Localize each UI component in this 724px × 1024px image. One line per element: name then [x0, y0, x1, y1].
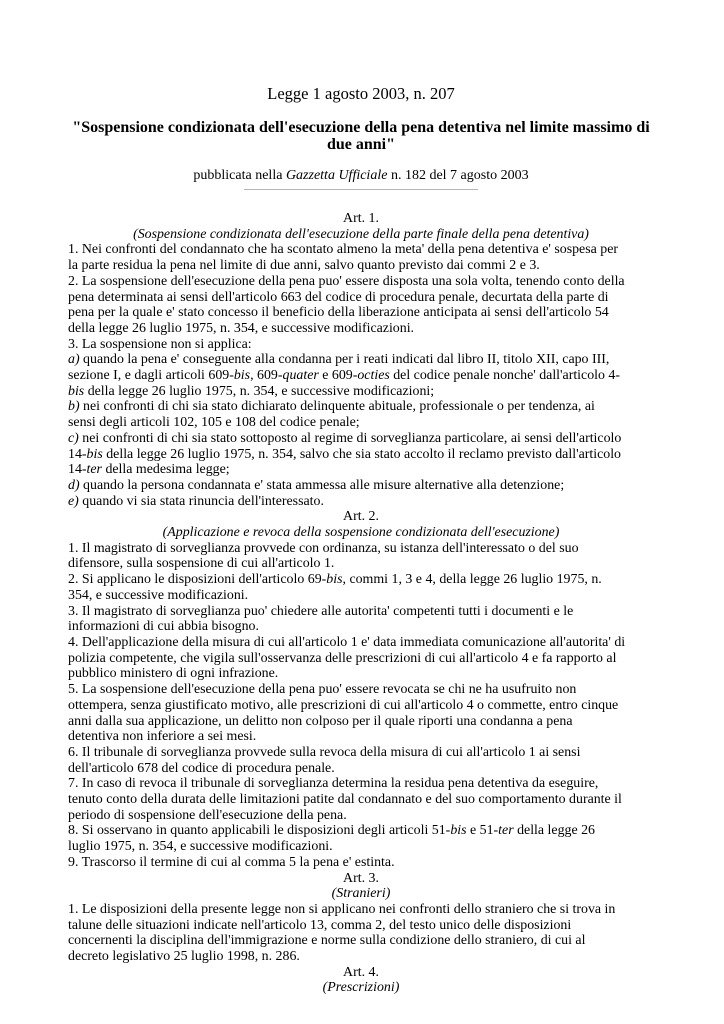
art1-c2-line4: della legge 26 luglio 1975, n. 354, e successive modificazioni.: [68, 320, 415, 336]
art1-c3-a-text3: della legge 26 luglio 1975, n. 354, e successive modificazioni;: [84, 383, 435, 399]
art1-c3-a-text2c: e 609-: [318, 368, 358, 384]
art4-rubric-text: (Prescrizioni): [322, 980, 400, 996]
art2-c4-line3: pubblico ministero di ogni infrazione.: [68, 666, 279, 682]
art1-c3-c-text3a: 14-: [68, 462, 87, 478]
art2-c6-line2: dell'articolo 678 del codice di procedura penale.: [68, 760, 335, 776]
art3-c1-line4: decreto legislativo 25 luglio 1998, n. 286.: [68, 949, 300, 965]
art3-heading: Art. 3.: [343, 870, 379, 886]
art2-c5-line1: 5. La sospensione dell'esecuzione della pena puo' essere revocata se chi ne ha usufruito non: [68, 682, 577, 698]
art2-c2-line2: 354, e successive modificazioni.: [68, 587, 249, 603]
art1-c3-c-ter: ter: [86, 462, 102, 478]
law-subtitle: "Sospensione condizionata dell'esecuzione della pena detentiva nel limite massimo di due anni": [72, 119, 650, 153]
art1-c3-c-text1: nei confronti di chi sia stato sottoposto al regime di sorveglianza particolare, ai sensi dell'articolo: [78, 430, 622, 446]
art2-c9-line1: 9. Trascorso il termine di cui al comma 5 la pena e' estinta.: [68, 854, 395, 870]
law-title: Legge 1 agosto 2003, n. 207: [267, 84, 455, 103]
letter-b: b): [68, 399, 80, 415]
art2-c7-line3: periodo di sospensione dell'esecuzione della pena.: [68, 807, 347, 823]
art2-c8-text1b: e 51-: [466, 823, 499, 839]
art1-c3-a-bis: bis: [233, 368, 251, 384]
art2-c6-line1: 6. Il tribunale di sorveglianza provvede sulla revoca della misura di cui all'articolo 1 ai sensi: [68, 744, 581, 760]
art1-c3-c-bis: bis: [86, 446, 103, 462]
art3-rubric-text: (Stranieri): [331, 886, 391, 902]
publication-suffix: n. 182 del 7 agosto 2003: [387, 168, 529, 183]
art1-c3-a-line1: [68, 352, 654, 368]
art2-c8-bis: bis: [450, 823, 467, 839]
art3-c1-line1: 1. Le disposizioni della presente legge non si applicano nei confronti dello straniero che si trova in: [68, 901, 616, 917]
art2-c1-line2: difensore, sulla sospensione di cui all'articolo 1.: [68, 556, 335, 572]
art2-rubric-text: (Applicazione e revoca della sospensione condizionata dell'esecuzione): [162, 525, 560, 541]
art1-c3-a-text2b: , 609-: [250, 368, 283, 384]
art2-c2-line1: [68, 572, 654, 588]
publication-prefix: pubblicata nella: [193, 168, 286, 183]
art2-c1-line1: 1. Il magistrato di sorveglianza provvede con ordinanza, su istanza dell'interessato o del suo: [68, 540, 579, 556]
art2-c3-line2: informazioni di cui abbia bisogno.: [68, 619, 259, 635]
art2-c8-ter: ter: [498, 823, 514, 839]
art1-c3-b-line1: [68, 399, 654, 415]
art1-c3-a-octies: octies: [357, 368, 390, 384]
art1-c3-e-line1: [68, 494, 654, 510]
art1-c3-a-line2: [68, 368, 654, 384]
gazette-name: Gazzetta Ufficiale: [285, 168, 388, 183]
art1-c3-c-text2a: 14-: [68, 446, 87, 462]
art2-c7-line2: tenuto conto della durata delle limitazioni patite dal condannato e del suo comportamento durante il: [68, 792, 622, 808]
art2-c5-line3: anni dalla sua applicazione, un delitto non colposo per il quale riporti una condanna a pena: [68, 713, 573, 729]
art1-heading: Art. 1.: [343, 211, 379, 226]
publication-line: [68, 167, 654, 184]
art1-c3-a-text2a: sezione I, e dagli articoli 609-: [68, 368, 234, 384]
art2-c7-line1: 7. In caso di revoca il tribunale di sorveglianza determina la residua pena detentiva da eseguire,: [68, 776, 599, 792]
letter-c: c): [68, 430, 79, 446]
art1-c3-a-bis2: bis: [68, 383, 85, 399]
art2-c5-line4: detentiva non inferiore a sei mesi.: [68, 729, 257, 745]
art1-c3-b-line2: sensi degli articoli 102, 105 e 108 del codice penale;: [68, 415, 360, 431]
art2-rubric: [68, 525, 654, 541]
letter-e: e): [68, 493, 79, 509]
art1-rubric: [68, 227, 654, 243]
art1-c1-line2: la parte residua la pena nel limite di due anni, salvo quanto previsto dai commi 2 e 3.: [68, 258, 540, 274]
art2-c8-text1c: della legge 26: [513, 823, 595, 839]
art1-c2-line3: pena per la quale e' stato concesso il beneficio della liberazione anticipata ai sensi dell'articolo 54: [68, 305, 609, 321]
art2-c2-text1b: , commi 1, 3 e 4, della legge 26 luglio 1975, n.: [342, 572, 602, 588]
art1-c2-line2: pena determinata ai sensi dell'articolo 663 del codice di procedura penale, decurtata della parte di: [68, 289, 609, 305]
art1-c3-e-text1: quando vi sia stata rinuncia dell'interessato.: [78, 493, 324, 509]
art1-c3-a-line3: [68, 384, 654, 400]
art2-c8-line1: [68, 823, 654, 839]
art2-c4-line2: polizia competente, che vigila sull'osservanza delle prescrizioni di cui all'articolo 4 e fa rapporto al: [68, 650, 617, 666]
law-body: [68, 211, 654, 996]
letter-d: d): [68, 477, 80, 493]
art1-c3-c-text2b: della legge 26 luglio 1975, n. 354, salvo che sia stato accolto il reclamo previsto dall'articolo: [102, 446, 621, 462]
art1-rubric-text: (Sospensione condizionata dell'esecuzione della parte finale della pena detentiva): [133, 226, 589, 242]
art3-c1-line3: concernenti la disciplina dell'immigrazione e norme sulla condizione dello straniero, di cui al: [68, 933, 586, 949]
art2-heading: Art. 2.: [343, 509, 379, 525]
art3-c1-line2: talune delle situazioni indicate nell'articolo 13, comma 2, del testo unico delle disposizioni: [68, 917, 572, 933]
art2-c4-line1: 4. Dell'applicazione della misura di cui all'articolo 1 e' data immediata comunicazione all'autorita' di: [68, 634, 626, 650]
art2-c8-text1a: 8. Si osservano in quanto applicabili le disposizioni degli articoli 51-: [68, 823, 451, 839]
art1-c3-line1: 3. La sospensione non si applica:: [68, 336, 252, 352]
art2-c8-line2: luglio 1975, n. 354, e successive modificazioni.: [68, 839, 333, 855]
art4-rubric: [68, 980, 654, 996]
art2-c5-line2: ottempera, senza giustificato motivo, alle prescrizioni di cui all'articolo 4 o commette, entro cinque: [68, 697, 619, 713]
art1-c2-line1: 2. La sospensione dell'esecuzione della pena puo' essere disposta una sola volta, tenendo conto della: [68, 273, 625, 289]
art2-c3-line1: 3. Il magistrato di sorveglianza puo' chiedere alle autorita' competenti tutti i documenti e le: [68, 603, 574, 619]
art1-c3-a-quater: quater: [282, 368, 319, 384]
art1-c3-c-text3b: della medesima legge;: [101, 462, 230, 478]
art3-rubric: [68, 886, 654, 902]
art1-c3-c-line1: [68, 431, 654, 447]
art1-c3-d-line1: [68, 478, 654, 494]
art1-c3-a-text1: quando la pena e' conseguente alla condanna per i reati indicati dal libro II, titolo XII, capo III,: [79, 352, 610, 368]
art1-c3-b-text1: nei confronti di chi sia stato dichiarato delinquente abituale, professionale o per tendenza, ai: [79, 399, 595, 415]
art2-c2-bis: bis: [326, 572, 343, 588]
letter-a: a): [68, 352, 80, 368]
art1-c3-c-line3: [68, 462, 654, 478]
art1-c3-a-text2d: del codice penale nonche' dall'articolo 4-: [389, 368, 621, 384]
art2-c2-text1a: 2. Si applicano le disposizioni dell'articolo 69-: [68, 572, 327, 588]
header-divider: [244, 189, 478, 190]
art1-c3-c-line2: [68, 447, 654, 463]
art1-c3-d-text1: quando la persona condannata e' stata ammessa alle misure alternative alla detenzione;: [79, 477, 565, 493]
art1-c1-line1: 1. Nei confronti del condannato che ha scontato almeno la meta' della pena detentiva e' sospesa per: [68, 242, 619, 258]
art4-heading: Art. 4.: [343, 964, 379, 980]
